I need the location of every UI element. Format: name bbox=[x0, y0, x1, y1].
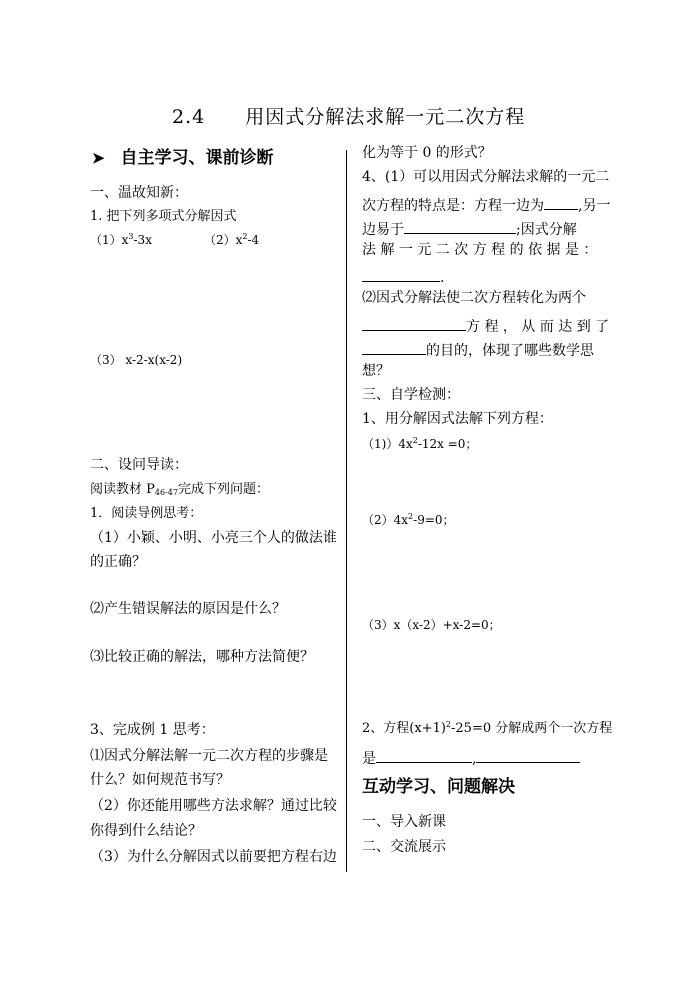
self-check-heading: 三、自学检测： bbox=[362, 387, 460, 403]
section-heading-self-study bbox=[92, 150, 274, 167]
self-check-q2-line2: 是 , bbox=[362, 748, 580, 766]
guide-item-3: 3、完成例 1 思考： bbox=[90, 722, 215, 738]
q4-line4: 法 解 一 元 二 次 方 程 的 依 据 是 ： bbox=[362, 242, 598, 258]
blank-field[interactable] bbox=[362, 316, 466, 331]
equation-2: $(2)4x^2-9=0$； bbox=[362, 512, 455, 527]
review-item-2: $(2)x^2-4$ bbox=[204, 232, 260, 247]
guide-item-1a-line1: （1）小颖、小明、小亮三个人的做法谁 bbox=[90, 530, 337, 546]
guide-item-1b: ⑵产生错误解法的原因是什么？ bbox=[90, 601, 286, 617]
interactive-item-2: 二、交流展示 bbox=[362, 839, 446, 855]
equation-3: （3）x（x-2）+x-2=0； bbox=[362, 618, 501, 632]
arrow-icon: ➤ bbox=[92, 149, 105, 167]
q4-2-line4: 想？ bbox=[362, 363, 390, 379]
guide-item-3c-line1: （3）为什么分解因式以前要把方程右边 bbox=[90, 849, 337, 865]
blank-field[interactable] bbox=[362, 267, 440, 282]
section-number: 2.4 bbox=[172, 106, 206, 128]
guide-item-3a-line2: 什么？如何规范书写？ bbox=[90, 772, 230, 788]
self-check-q1: 1、用分解因式法解下列方程： bbox=[362, 411, 553, 427]
q4-2-line3: 的目的，体现了哪些数学思 bbox=[362, 340, 594, 358]
guide-item-3b-line1: （2）你还能用哪些方法求解？通过比较 bbox=[90, 798, 337, 814]
continued-line: 化为等于 0 的形式？ bbox=[362, 145, 492, 161]
guide-item-1: 1．阅读导例思考： bbox=[90, 506, 203, 521]
guide-item-1a-line2: 的正确？ bbox=[90, 554, 146, 570]
guide-item-3b-line2: 你得到什么结论？ bbox=[90, 823, 202, 839]
q4-line1: 4、(1）可以用因式分解法求解的一元二 bbox=[362, 169, 610, 185]
q4-line2: 次方程的特点是：方程一边为 ,另一 bbox=[362, 195, 610, 213]
guide-item-1c: ⑶比较正确的解法，哪种方法简便？ bbox=[90, 649, 314, 665]
self-check-q2-line1: 2、方程$(x+1)^2-25=0$ 分解成两个一次方程 bbox=[362, 720, 613, 736]
blank-field[interactable] bbox=[476, 748, 580, 763]
column-divider bbox=[346, 150, 347, 872]
blank-field[interactable] bbox=[362, 340, 426, 355]
q4-line3: 边易于 ;因式分解 bbox=[362, 219, 577, 237]
guide-item-3a-line1: ⑴因式分解法解一元二次方程的步骤是 bbox=[90, 748, 328, 764]
page-title bbox=[172, 108, 525, 127]
review-question-1: 1. 把下列多项式分解因式 bbox=[90, 209, 237, 224]
blank-field[interactable] bbox=[404, 219, 516, 234]
section-heading-text: 自主学习、课前诊断 bbox=[120, 148, 274, 168]
q4-2-line1: ⑵因式分解法使二次方程转化为两个 bbox=[362, 290, 586, 306]
guide-heading: 二、设问导读： bbox=[90, 457, 188, 473]
equation-1: $(1))4x^2-12x =0$； bbox=[362, 436, 478, 451]
q4-2-line2: 方 程 ， 从 而 达 到 了 bbox=[362, 316, 609, 334]
guide-reading: 阅读教材 $P_{46-47}$完成下列问题： bbox=[90, 482, 269, 497]
q4-line5: . bbox=[362, 267, 444, 285]
blank-field[interactable] bbox=[376, 748, 472, 763]
interactive-item-1: 一、导入新课 bbox=[362, 814, 446, 830]
review-item-3: （3） x-2-x(x-2) bbox=[90, 353, 183, 367]
review-heading: 一、温故知新： bbox=[90, 185, 188, 201]
review-item-1: $(1)x^3-3x$ bbox=[90, 232, 152, 247]
blank-field[interactable] bbox=[544, 195, 578, 210]
section-heading-interactive: 互动学习、问题解决 bbox=[362, 777, 515, 797]
title-text: 用因式分解法求解一元二次方程 bbox=[245, 106, 526, 128]
